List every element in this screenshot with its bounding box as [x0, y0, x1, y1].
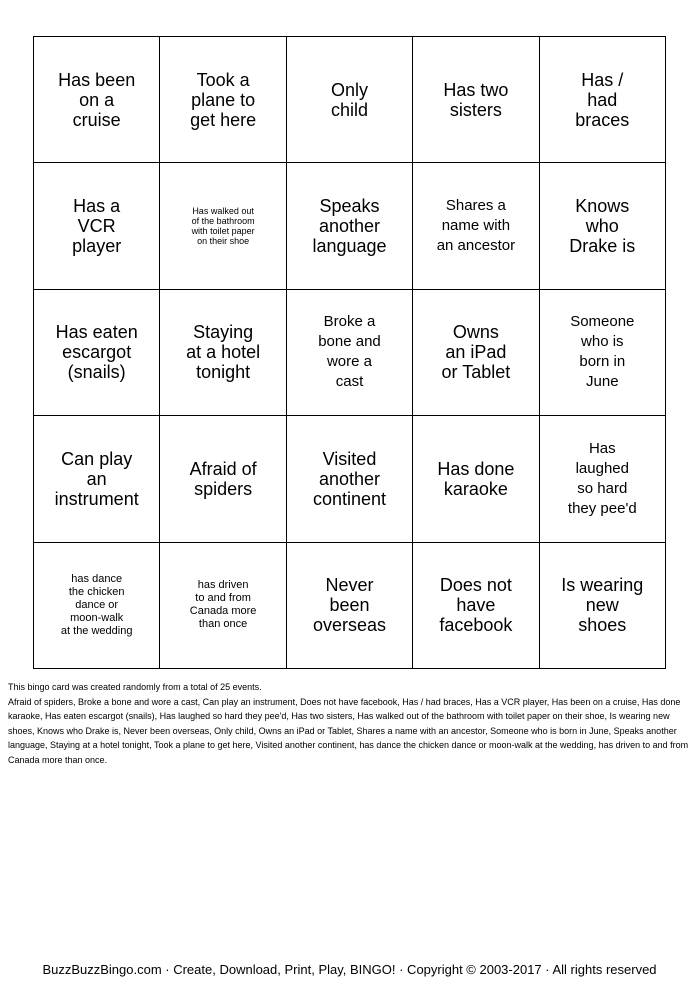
bingo-cell-text: Someone who is born in June — [570, 313, 635, 391]
bingo-cell — [287, 543, 413, 669]
bingo-cell-text: Can play an instrument — [54, 448, 139, 509]
bingo-cell-text: Has eaten escargot (snails) — [55, 322, 138, 383]
bingo-cell — [34, 416, 160, 542]
bingo-cell-text: has driven to and from Canada more than once — [189, 579, 257, 631]
card-info — [8, 680, 691, 767]
bingo-cell — [287, 290, 413, 416]
page-footer: BuzzBuzzBingo.com · Create, Download, Print, Play, BINGO! · Copyright © 2003-2017 · All rights reserved — [42, 962, 657, 977]
bingo-cell — [413, 163, 539, 289]
bingo-cell — [34, 37, 160, 163]
bingo-cell — [540, 290, 666, 416]
bingo-cell-text: Shares a name with an ancestor — [436, 197, 516, 255]
bingo-cell-text: Staying at a hotel tonight — [186, 322, 261, 383]
bingo-cell — [160, 416, 286, 542]
bingo-cell — [160, 543, 286, 669]
card-info-summary: This bingo card was created randomly from a total of 25 events. — [8, 682, 262, 692]
bingo-cell-text: Never been overseas — [312, 575, 387, 636]
bingo-cell — [160, 290, 286, 416]
bingo-cell-text: Broke a bone and wore a cast — [318, 313, 381, 391]
bingo-cell — [160, 163, 286, 289]
bingo-cell-text: Has been on a cruise — [58, 69, 136, 130]
bingo-cell — [287, 37, 413, 163]
bingo-cell — [160, 37, 286, 163]
bingo-cell-text: Speaks another language — [312, 196, 387, 257]
bingo-cell-text: Has / had braces — [575, 69, 630, 130]
bingo-cell — [34, 290, 160, 416]
bingo-cell — [413, 543, 539, 669]
bingo-cell — [287, 163, 413, 289]
bingo-cell-text: Has two sisters — [443, 79, 509, 120]
bingo-cell — [413, 290, 539, 416]
bingo-cell-text: Has a VCR player — [72, 196, 122, 257]
bingo-cell-text: Visited another continent — [312, 448, 387, 509]
bingo-cell-text: Afraid of spiders — [189, 458, 257, 499]
bingo-card-grid — [33, 36, 666, 669]
bingo-cell-text: Owns an iPad or Tablet — [441, 322, 511, 383]
bingo-cell-text: Knows who Drake is — [569, 196, 636, 257]
bingo-cell — [287, 416, 413, 542]
bingo-cell-text: Has walked out of the bathroom with toilet paper on their shoe — [191, 206, 255, 247]
bingo-cell — [540, 163, 666, 289]
bingo-cell-text: Only child — [330, 79, 368, 120]
bingo-cell-text: Has laughed so hard they pee'd — [567, 439, 637, 517]
bingo-cell — [413, 416, 539, 542]
bingo-cell-text: has dance the chicken dance or moon-walk at the wedding — [60, 572, 133, 637]
bingo-cell-text: Took a plane to get here — [190, 69, 257, 130]
card-info-events-list: Afraid of spiders, Broke a bone and wore a cast, Can play an instrument, Does not have facebook, Has / had braces, Has a VCR player, Has been on a cruise, Has done karaoke, Has eaten escargot (snails), Has laughed so hard they pee'd, Has two sisters, Has walked out of the bathroom with toilet paper on their shoe, Is wearing new shoes, Knows who Drake is, Never been overseas, Only child, Owns an iPad or Tablet, Shares a name with an ancestor, Someone who is born in June, Speaks another language, Staying at a hotel tonight, Took a plane to get here, Visited another continent, has dance the chicken dance or moon-walk at the wedding, has driven to and from Canada more than once. — [8, 696, 689, 765]
bingo-cell-text: Has done karaoke — [437, 458, 515, 499]
bingo-cell — [540, 37, 666, 163]
bingo-cell — [540, 543, 666, 669]
bingo-cell-text: Does not have facebook — [439, 575, 513, 636]
bingo-cell — [413, 37, 539, 163]
bingo-cell — [34, 543, 160, 669]
bingo-cell — [34, 163, 160, 289]
bingo-cell — [540, 416, 666, 542]
bingo-cell-text: Is wearing new shoes — [561, 575, 644, 636]
